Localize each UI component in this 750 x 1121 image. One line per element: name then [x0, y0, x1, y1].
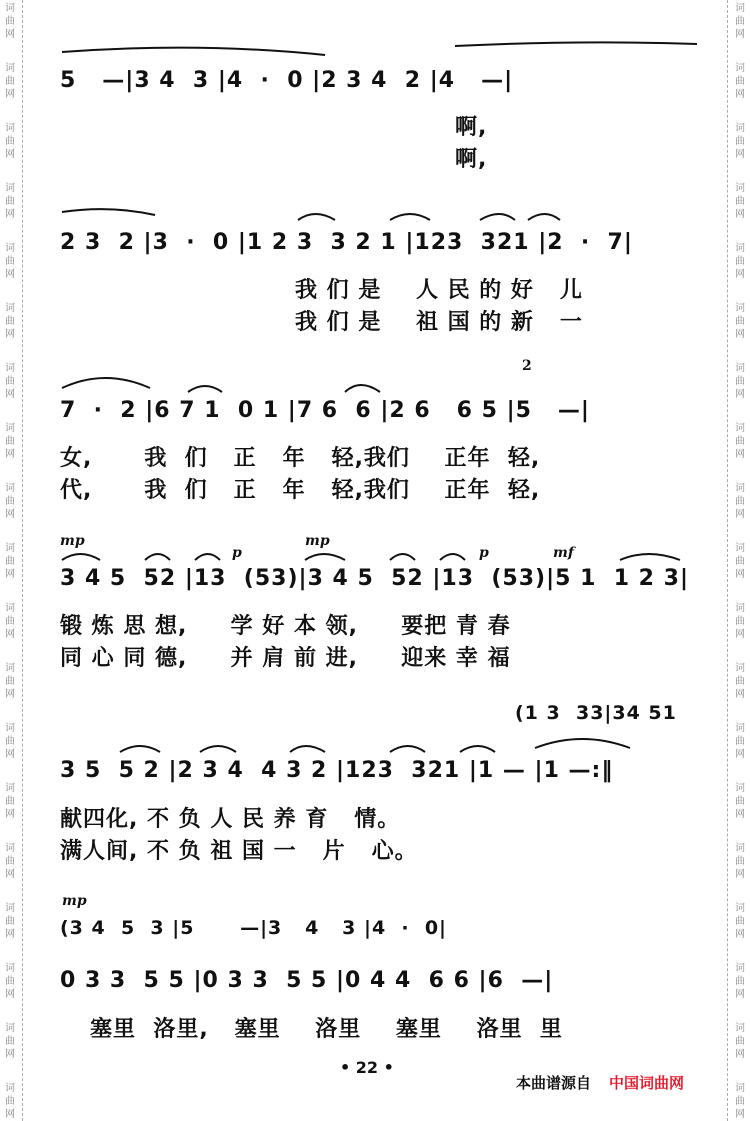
watermark-block: [3, 1022, 17, 1061]
watermark-char: 曲: [5, 1036, 15, 1047]
watermark-char: 词: [5, 1083, 15, 1094]
watermark-char: 网: [735, 809, 745, 820]
watermark-block: [3, 962, 17, 1001]
watermark-char: 曲: [735, 916, 745, 927]
watermark-block: [3, 422, 17, 461]
watermark-char: 网: [735, 509, 745, 520]
watermark-char: 网: [5, 1109, 15, 1120]
watermark-char: 曲: [735, 316, 745, 327]
slur-6: [480, 214, 515, 220]
watermark-block: [733, 242, 747, 281]
watermark-char: 网: [735, 29, 745, 40]
watermark-char: 词: [5, 3, 15, 14]
notation-row-1: 5 —|3 4 3 |4 · 0 |2 3 4 2 |4 —|: [60, 68, 514, 93]
watermark-block: [733, 962, 747, 1001]
watermark-char: 词: [5, 723, 15, 734]
watermark-char: 网: [735, 569, 745, 580]
watermark-char: 词: [735, 783, 745, 794]
watermark-char: 词: [5, 543, 15, 554]
watermark-char: 网: [735, 1049, 745, 1060]
notation-row-3: 7 · 2 |6 7 1 0 1 |7 6 6 |2 6 6 5 |5 —|: [60, 398, 590, 423]
watermark-char: 词: [5, 243, 15, 254]
source-text: 本曲谱源自: [516, 1074, 592, 1092]
dynamic-mp-3: mp: [62, 893, 87, 909]
watermark-block: [733, 662, 747, 701]
intro-bracket-notes: (1 3 33|34 51: [515, 702, 677, 724]
watermark-block: [3, 182, 17, 221]
dynamic-mp-2: mp: [305, 533, 330, 549]
watermark-char: 曲: [5, 616, 15, 627]
watermark-char: 词: [735, 603, 745, 614]
notation-row-6: (3 4 5 3 |5 —|3 4 3 |4 · 0|: [60, 917, 448, 939]
slur-8: [62, 378, 150, 388]
dynamic-p-2: p: [479, 545, 489, 561]
watermark-char: 网: [735, 389, 745, 400]
watermark-char: 词: [5, 663, 15, 674]
watermark-block: [3, 62, 17, 101]
watermark-char: 曲: [5, 1096, 15, 1107]
watermark-block: [3, 902, 17, 941]
watermark-char: 词: [735, 183, 745, 194]
watermark-char: 曲: [5, 196, 15, 207]
watermark-char: 曲: [735, 376, 745, 387]
watermark-char: 网: [5, 449, 15, 460]
slur-19: [200, 746, 236, 752]
notation-row-7: 0 3 3 5 5 |0 3 3 5 5 |0 4 4 6 6 |6 —|: [60, 968, 554, 993]
watermark-char: 网: [5, 329, 15, 340]
slur-1: [62, 48, 325, 55]
left-page-border: [22, 0, 23, 1121]
slur-7: [528, 214, 560, 220]
right-page-border: [727, 0, 728, 1121]
watermark-char: 词: [5, 483, 15, 494]
watermark-char: 词: [5, 123, 15, 134]
watermark-char: 词: [735, 63, 745, 74]
slur-18: [120, 746, 160, 752]
watermark-char: 词: [735, 1083, 745, 1094]
watermark-char: 曲: [735, 616, 745, 627]
watermark-char: 曲: [5, 916, 15, 927]
watermark-block: [733, 122, 747, 161]
watermark-char: 词: [735, 963, 745, 974]
lyric-line-3a: 女, 我 们 正 年 轻,我们 正年 轻,: [60, 446, 541, 471]
watermark-block: [733, 482, 747, 521]
watermark-block: [733, 902, 747, 941]
watermark-block: [3, 722, 17, 761]
notation-row-4: 3 4 5 52 |13 (53)|3 4 5 52 |13 (53)|5 1 1 2 3|: [60, 566, 689, 591]
ornament-mark: 2: [522, 358, 532, 374]
watermark-char: 词: [5, 63, 15, 74]
watermark-char: 网: [5, 569, 15, 580]
watermark-char: 网: [735, 329, 745, 340]
dynamic-mf: mf: [553, 545, 574, 561]
watermark-char: 网: [735, 209, 745, 220]
watermark-block: [733, 422, 747, 461]
lyric-line-1b: 啊,: [455, 147, 488, 172]
watermark-block: [733, 182, 747, 221]
watermark-char: 网: [5, 389, 15, 400]
watermark-char: 曲: [735, 496, 745, 507]
watermark-char: 曲: [735, 796, 745, 807]
slur-13: [195, 554, 220, 560]
watermark-char: 词: [5, 183, 15, 194]
lyric-line-5a: 献四化, 不 负 人 民 养 育 情。: [60, 807, 401, 832]
watermark-char: 词: [735, 1023, 745, 1034]
watermark-block: [733, 842, 747, 881]
watermark-char: 曲: [735, 136, 745, 147]
watermark-char: 词: [5, 303, 15, 314]
watermark-block: [3, 842, 17, 881]
watermark-char: 词: [5, 843, 15, 854]
slur-17: [620, 554, 680, 560]
notation-row-5: 3 5 5 2 |2 3 4 4 3 2 |123 321 |1 — |1 —:‖: [60, 758, 614, 783]
watermark-char: 网: [735, 149, 745, 160]
watermark-char: 曲: [5, 856, 15, 867]
watermark-char: 网: [735, 869, 745, 880]
lyric-line-4b: 同 心 同 德, 并 肩 前 进, 迎来 幸 福: [60, 646, 511, 671]
watermark-char: 网: [735, 689, 745, 700]
watermark-char: 曲: [5, 496, 15, 507]
slur-2: [455, 42, 697, 46]
watermark-char: 曲: [735, 1036, 745, 1047]
watermark-char: 词: [5, 603, 15, 614]
watermark-block: [3, 542, 17, 581]
watermark-block: [3, 122, 17, 161]
slur-10: [345, 385, 380, 392]
page-number: • 22 •: [340, 1058, 394, 1077]
slur-14: [305, 554, 345, 560]
source-credit: [516, 1072, 684, 1093]
watermark-char: 曲: [735, 76, 745, 87]
watermark-char: 词: [5, 363, 15, 374]
slur-9: [188, 386, 222, 392]
watermark-block: [3, 362, 17, 401]
watermark-block: [733, 1022, 747, 1061]
watermark-char: 网: [5, 149, 15, 160]
slur-11: [62, 554, 100, 560]
dynamic-p-1: p: [232, 545, 242, 561]
dynamic-mp-1: mp: [60, 533, 85, 549]
watermark-block: [733, 1082, 747, 1121]
watermark-char: 网: [5, 89, 15, 100]
watermark-char: 曲: [735, 676, 745, 687]
watermark-block: [733, 362, 747, 401]
source-brand: 中国词曲网: [609, 1074, 685, 1092]
watermark-char: 词: [735, 303, 745, 314]
slur-22: [460, 746, 495, 752]
watermark-char: 网: [735, 1109, 745, 1120]
watermark-block: [3, 482, 17, 521]
slur-12: [145, 554, 170, 560]
watermark-char: 曲: [735, 256, 745, 267]
watermark-char: 曲: [5, 376, 15, 387]
watermark-block: [3, 782, 17, 821]
watermark-char: 词: [735, 903, 745, 914]
watermark-char: 网: [735, 269, 745, 280]
lyric-line-1a: 啊,: [455, 115, 488, 140]
watermark-char: 曲: [5, 256, 15, 267]
watermark-char: 词: [5, 963, 15, 974]
watermark-char: 词: [735, 423, 745, 434]
slur-21: [390, 746, 425, 752]
watermark-char: 曲: [5, 796, 15, 807]
lyric-line-4a: 锻 炼 思 想, 学 好 本 领, 要把 青 春: [60, 614, 511, 639]
watermark-char: 网: [5, 689, 15, 700]
watermark-char: 词: [5, 423, 15, 434]
watermark-char: 曲: [735, 736, 745, 747]
lyric-line-2a: 我 们 是 人 民 的 好 儿: [295, 278, 583, 303]
watermark-char: 曲: [735, 196, 745, 207]
watermark-char: 曲: [735, 1096, 745, 1107]
watermark-block: [3, 1082, 17, 1121]
watermark-char: 曲: [5, 976, 15, 987]
watermark-char: 曲: [5, 136, 15, 147]
slur-5: [390, 214, 430, 220]
lyric-line-3b: 代, 我 们 正 年 轻,我们 正年 轻,: [60, 478, 541, 503]
watermark-block: [733, 782, 747, 821]
lyric-line-2b: 我 们 是 祖 国 的 新 一: [295, 310, 583, 335]
watermark-char: 词: [735, 723, 745, 734]
watermark-char: 曲: [5, 736, 15, 747]
watermark-char: 曲: [735, 16, 745, 27]
watermark-char: 网: [735, 749, 745, 760]
watermark-char: 词: [735, 3, 745, 14]
watermark-char: 词: [735, 243, 745, 254]
slur-20: [290, 746, 325, 752]
watermark-char: 网: [5, 509, 15, 520]
watermark-block: [733, 62, 747, 101]
watermark-char: 曲: [735, 856, 745, 867]
watermark-char: 网: [735, 989, 745, 1000]
watermark-char: 网: [5, 209, 15, 220]
watermark-char: 词: [735, 483, 745, 494]
watermark-block: [733, 302, 747, 341]
watermark-char: 网: [735, 89, 745, 100]
watermark-char: 网: [5, 869, 15, 880]
slur-4: [298, 214, 335, 220]
watermark-block: [733, 2, 747, 41]
watermark-block: [3, 662, 17, 701]
watermark-block: [3, 602, 17, 641]
watermark-block: [733, 542, 747, 581]
watermark-char: 词: [5, 1023, 15, 1034]
watermark-char: 网: [5, 749, 15, 760]
watermark-char: 曲: [735, 976, 745, 987]
watermark-char: 曲: [735, 436, 745, 447]
watermark-block: [3, 242, 17, 281]
watermark-block: [733, 602, 747, 641]
watermark-block: [733, 722, 747, 761]
watermark-char: 词: [735, 663, 745, 674]
watermark-char: 网: [735, 449, 745, 460]
slur-16: [440, 554, 465, 560]
watermark-char: 网: [5, 989, 15, 1000]
watermark-char: 曲: [5, 76, 15, 87]
watermark-char: 网: [735, 629, 745, 640]
watermark-char: 曲: [5, 556, 15, 567]
watermark-char: 词: [735, 543, 745, 554]
slur-15: [390, 554, 415, 560]
watermark-char: 网: [5, 269, 15, 280]
watermark-char: 词: [5, 903, 15, 914]
watermark-block: [3, 2, 17, 41]
watermark-block: [3, 302, 17, 341]
watermark-char: 词: [5, 783, 15, 794]
watermark-char: 曲: [5, 676, 15, 687]
watermark-char: 曲: [5, 436, 15, 447]
watermark-char: 曲: [5, 316, 15, 327]
lyric-line-7: 塞里 洛里, 塞里 洛里 塞里 洛里 里: [90, 1017, 563, 1042]
watermark-char: 词: [735, 843, 745, 854]
lyric-line-5b: 满人间, 不 负 祖 国 一 片 心。: [60, 839, 418, 864]
watermark-char: 网: [5, 929, 15, 940]
slur-23: [535, 739, 630, 748]
watermark-char: 词: [735, 363, 745, 374]
watermark-char: 网: [735, 929, 745, 940]
watermark-char: 词: [735, 123, 745, 134]
watermark-char: 网: [5, 1049, 15, 1060]
watermark-char: 曲: [5, 16, 15, 27]
slur-3: [62, 209, 155, 215]
watermark-char: 网: [5, 29, 15, 40]
watermark-char: 网: [5, 809, 15, 820]
notation-row-2: 2 3 2 |3 · 0 |1 2 3 3 2 1 |123 321 |2 · 7|: [60, 230, 633, 255]
watermark-char: 曲: [735, 556, 745, 567]
watermark-char: 网: [5, 629, 15, 640]
